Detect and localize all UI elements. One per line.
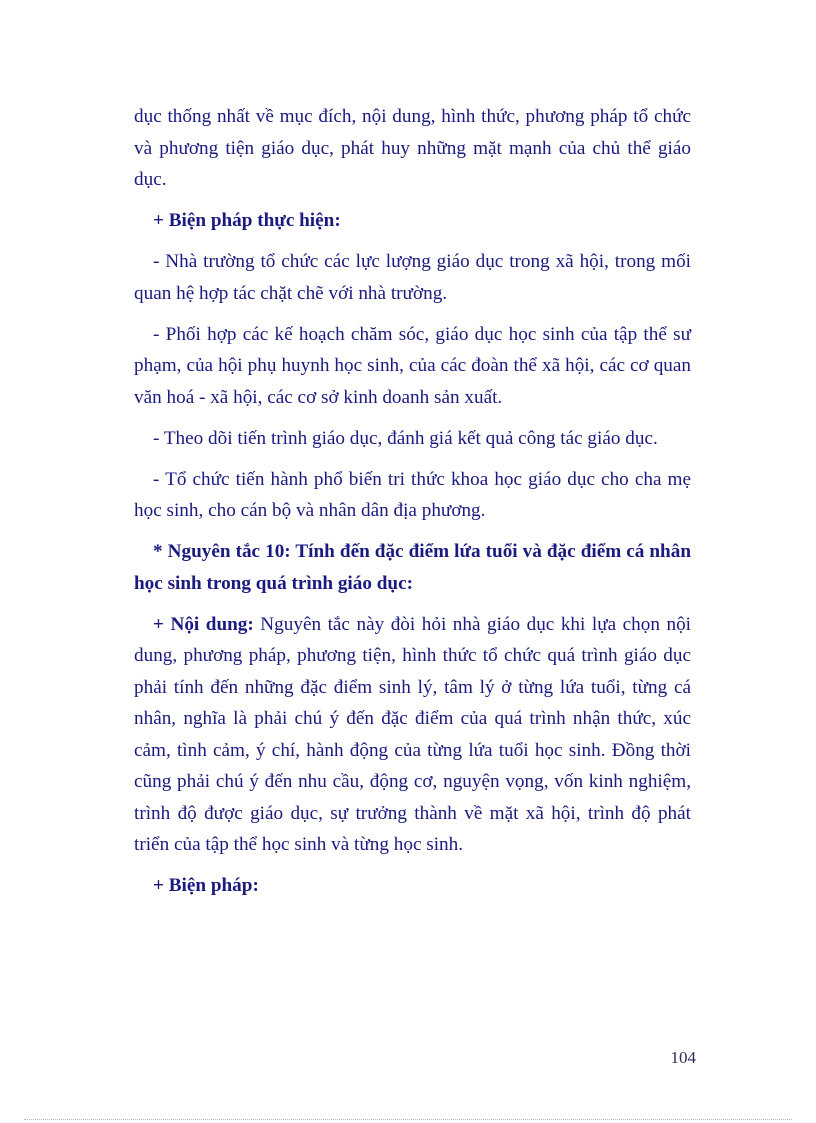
heading-implementation-measures: + Biện pháp thực hiện: [153,210,341,231]
page-body [134,101,691,911]
heading-principle-10: * Nguyên tắc 10: Tính đến đặc điểm lứa tuổi và đặc điểm cá nhân học sinh trong quá trình giáo dục: [134,541,691,594]
list-item-organize-forces: - Nhà trường tổ chức các lực lượng giáo dục trong xã hội, trong mối quan hệ hợp tác chặt chẽ với nhà trường. [134,251,691,304]
content-text: Nguyên tắc này đòi hỏi nhà giáo dục khi lựa chọn nội dung, phương pháp, phương tiện, hình thức tổ chức quá trình giáo dục phải tính đến những đặc điểm sinh lý, tâm lý ở từng lứa tuổi, từng cá nhân, nghĩa là phải chú ý đến đặc điểm của quá trình nhận thức, xúc cảm, tình cảm, ý chí, hành động của từng lứa tuổi học sinh. Đồng thời cũng phải chú ý đến nhu cầu, động cơ, nguyện vọng, vốn kinh nghiệm, trình độ được giáo dục, sự trưởng thành về mặt xã hội, trình độ phát triển của tập thể học sinh và từng học sinh. [134,613,691,855]
footer-divider [24,1119,792,1120]
paragraph-continuation: dục thống nhất về mục đích, nội dung, hình thức, phương pháp tổ chức và phương tiện giáo dục, phát huy những mặt mạnh của chủ thể giáo dục. [134,106,691,190]
content-label: + Nội dung: [153,613,254,635]
list-item-monitor-progress: - Theo dõi tiến trình giáo dục, đánh giá kết quả công tác giáo dục. [153,427,658,449]
paragraph-content [134,609,691,861]
page-number: 104 [670,1048,696,1067]
heading-measures: + Biện pháp: [153,875,259,896]
list-item-coordinate-plans: - Phối hợp các kế hoạch chăm sóc, giáo dục học sinh của tập thể sư phạm, của hội phụ huynh học sinh, của các đoàn thể xã hội, các cơ quan văn hoá - xã hội, các cơ sở kinh doanh sản xuất. [134,323,691,408]
list-item-disseminate-knowledge: - Tổ chức tiến hành phổ biến tri thức khoa học giáo dục cho cha mẹ học sinh, cho cán bộ và nhân dân địa phương. [134,468,691,521]
